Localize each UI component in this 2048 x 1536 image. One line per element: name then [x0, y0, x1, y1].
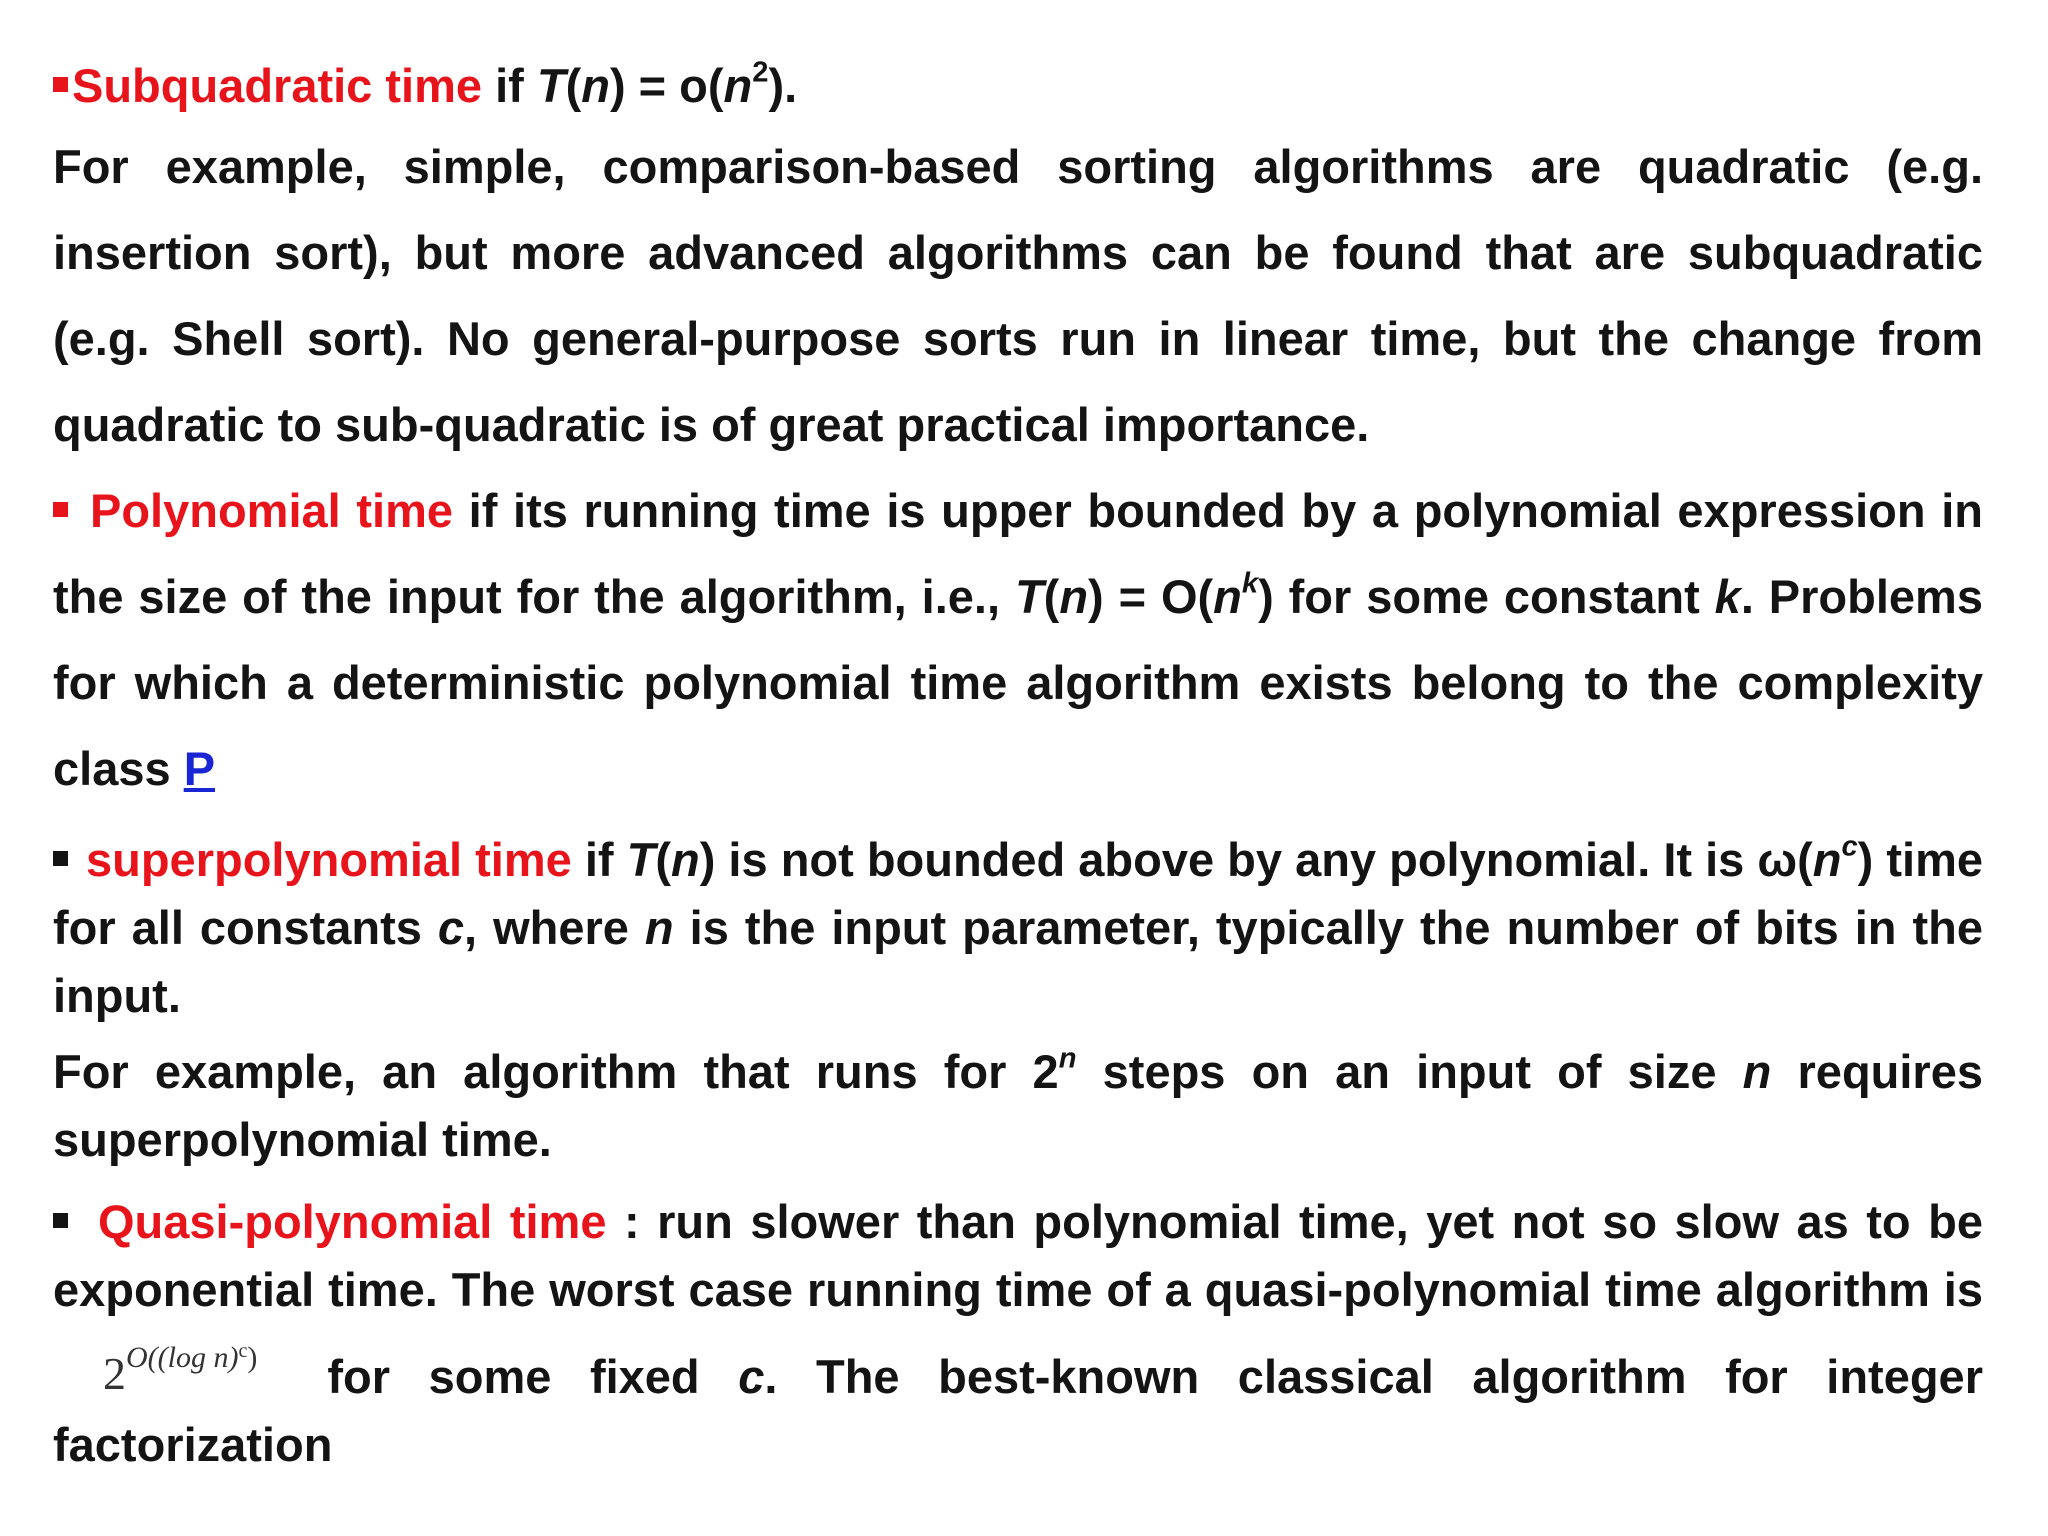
superpolynomial-example: For example, an algorithm that runs for 2$^n$ steps on an input of size n requires superpolynomial time. — [53, 1042, 1983, 1166]
subquadratic-term: Subquadratic time — [72, 59, 483, 112]
quasi-polynomial-term: Quasi-polynomial time — [98, 1195, 607, 1248]
complexity-class-p-link[interactable]: P — [183, 742, 216, 795]
superpolynomial-paragraph: superpolynomial time if T(n) is not bounded above by any polynomial. It is $\omega(n^c)$ time for all constants c, where n is the input parameter, typically the number of bits in the input. — [53, 830, 1984, 1022]
bullet-icon — [53, 851, 68, 866]
quasi-polynomial-formula: $2^{O((log n)^c)}$ — [103, 1340, 258, 1399]
bullet-icon — [53, 1213, 68, 1228]
subquadratic-example: For example, simple, comparison-based sorting algorithms are quadratic (e.g. insertion sort), but more advanced algorithms can be found that are subquadratic (e.g. Shell sort). No general-purpose sorts run in linear time, but the change from quadratic to sub-quadratic is of great practical importance. — [53, 140, 1983, 451]
bullet-icon — [53, 502, 68, 517]
slide-content — [53, 48, 1983, 1479]
subquadratic-heading: Subquadratic time if $T(n) = o(n^2)$. — [53, 48, 1983, 124]
quasi-polynomial-paragraph: Quasi-polynomial time : run slower than polynomial time, yet not so slow as to be exponential time. The worst case running time of a quasi-polynomial time algorithm $is2^{O((log n)^c)}$ for some fixed c. The best-known classical algorithm for integer factorization — [53, 1195, 1983, 1471]
polynomial-time-term: Polynomial time — [90, 484, 454, 537]
bullet-icon — [53, 77, 68, 92]
superpolynomial-term: superpolynomial time — [86, 833, 572, 886]
polynomial-time-paragraph: Polynomial time if its running time is upper bounded by a polynomial expression in the size of the input for the algorithm, i.e., $T(n) = O(n^k)$ for some constant k. Problems for which a deterministic polynomial time algorithm exists belong to the complexity class P — [53, 484, 1984, 795]
